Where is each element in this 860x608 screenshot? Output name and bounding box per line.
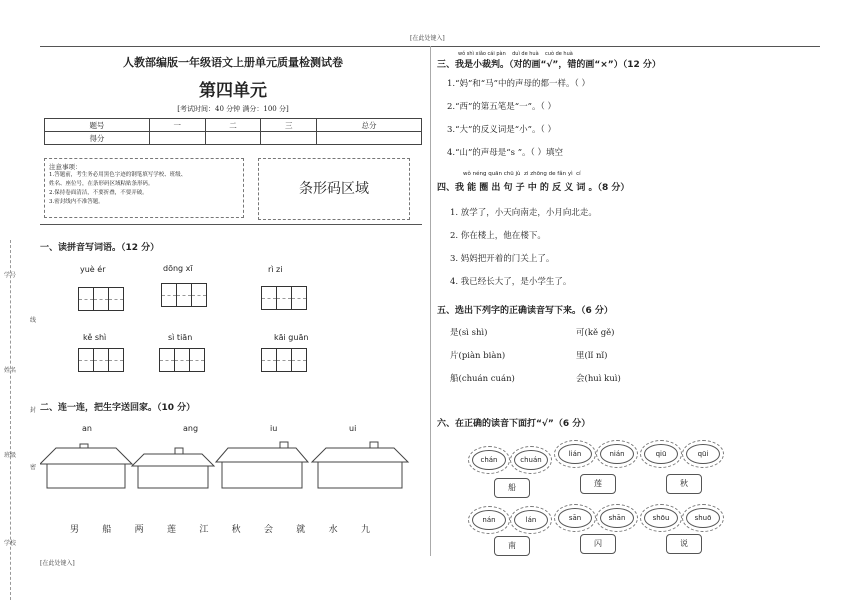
score-input-cell[interactable]: [205, 132, 261, 145]
side-label-name: 姓名: [4, 367, 17, 374]
section3-item: 3.“大”的反义词是“小”。（ ）: [447, 125, 556, 135]
pinyin-label: yuè ér: [80, 265, 106, 274]
score-cell: 题号: [45, 119, 150, 132]
section4-item: 3. 妈妈把开着的门关上了。: [450, 254, 555, 264]
notice-line: 2.保持卷面清洁，不要折叠，不要弄破。: [49, 190, 148, 196]
reading-option: 里(lǐ nǐ): [576, 351, 608, 361]
pinyin-label: kāi guān: [274, 333, 309, 342]
footer-note: [在此处键入]: [40, 560, 75, 567]
side-label-school: 学校: [4, 540, 17, 547]
writing-grid[interactable]: [78, 287, 124, 311]
pinyin-option[interactable]: qūi: [686, 444, 720, 464]
character-pot: 船: [494, 478, 530, 498]
section4-item: 4. 我已经长大了，是小学生了。: [450, 277, 572, 287]
pinyin-option[interactable]: lián: [558, 444, 592, 464]
pinyin-option[interactable]: nián: [600, 444, 634, 464]
exam-title: 人教部编版一年级语文上册单元质量检测试卷: [123, 56, 343, 69]
character-row: [70, 522, 370, 535]
flower-group: [638, 500, 728, 560]
score-table-score-row: [45, 132, 422, 145]
house-pinyin: iu: [270, 424, 278, 433]
score-input-cell[interactable]: [261, 132, 317, 145]
barcode-area: 条形码区域: [258, 158, 410, 220]
score-cell: 一: [149, 119, 205, 132]
notice-box: [44, 158, 244, 218]
writing-grid[interactable]: [261, 348, 307, 372]
score-input-cell[interactable]: [317, 132, 422, 145]
pinyin-option[interactable]: shān: [600, 508, 634, 528]
character[interactable]: 秋: [231, 525, 241, 535]
header-note: [在此处键入]: [410, 35, 445, 42]
section4-item: 1. 放学了，小天向南走，小月向北走。: [450, 208, 597, 218]
houses-drawing: [40, 434, 415, 494]
section-rule: [40, 224, 422, 225]
character[interactable]: 水: [328, 525, 338, 535]
notice-title: 注意事项：: [49, 163, 82, 171]
section3-pinyin: wǒ shì xiǎo cái pàn duì de huà cuò de huà: [458, 51, 573, 57]
pinyin-option[interactable]: shōu: [644, 508, 678, 528]
section6-title: 六、在正确的读音下面打“√”（6 分）: [437, 419, 591, 429]
score-input-cell[interactable]: [149, 132, 205, 145]
pinyin-option[interactable]: chuán: [514, 450, 548, 470]
flower-group: [466, 440, 556, 500]
section4-item: 2. 你在楼上，他在楼下。: [450, 231, 546, 241]
unit-title: 第四单元: [199, 81, 267, 101]
character[interactable]: 会: [263, 525, 273, 535]
pinyin-label: sì tiān: [168, 333, 193, 342]
section1-title: 一、读拼音写词语。（12 分）: [40, 243, 160, 253]
notice-line: 姓名、座位号，在条形码区域粘贴条形码。: [49, 181, 154, 187]
house-icon: [40, 444, 132, 488]
house-icon: [216, 442, 308, 488]
score-cell: 总分: [317, 119, 422, 132]
flower-group: [552, 500, 642, 560]
reading-option: 是(sì shì): [450, 328, 488, 338]
side-label-seal: 封: [30, 407, 37, 414]
side-label-secret: 密: [30, 464, 37, 471]
character[interactable]: 男: [70, 525, 80, 535]
character[interactable]: 九: [360, 525, 370, 535]
writing-grid[interactable]: [78, 348, 124, 372]
writing-grid[interactable]: [261, 286, 307, 310]
character-pot: 莲: [580, 474, 616, 494]
score-cell: 三: [261, 119, 317, 132]
flower-group: [552, 436, 642, 496]
pinyin-option[interactable]: sān: [558, 508, 592, 528]
house-icon: [312, 442, 408, 488]
character[interactable]: 就: [296, 525, 306, 535]
score-cell: 二: [205, 119, 261, 132]
house-pinyin: an: [82, 424, 92, 433]
section3-item: 1.“妈”和“马”中的声母的都一样。（ ）: [447, 79, 590, 89]
pinyin-option[interactable]: lán: [514, 510, 548, 530]
pinyin-option[interactable]: shuō: [686, 508, 720, 528]
side-label-line: 线: [30, 317, 37, 324]
side-label-student-id: 学号: [4, 272, 17, 279]
reading-option: 船(chuán cuán): [450, 374, 515, 384]
score-table: [44, 118, 422, 145]
character-pot: 闪: [580, 534, 616, 554]
character[interactable]: 江: [199, 525, 209, 535]
character[interactable]: 两: [134, 525, 144, 535]
flower-group: [466, 502, 556, 562]
pinyin-option[interactable]: qiū: [644, 444, 678, 464]
pinyin-label: kě shì: [83, 333, 107, 342]
section5-title: 五、选出下列字的正确读音写下来。（6 分）: [437, 306, 613, 316]
house-icon: [132, 448, 214, 488]
side-label-class: 班级: [4, 452, 17, 459]
reading-option: 可(kě gě): [576, 328, 615, 338]
character[interactable]: 船: [102, 525, 112, 535]
section3-title: 三、我是小裁判。（对的画“√”，错的画“×”）（12 分）: [437, 60, 661, 70]
house-pinyin: ui: [349, 424, 357, 433]
writing-grid[interactable]: [161, 283, 207, 307]
pinyin-label: rì zi: [268, 265, 283, 274]
character-pot: 秋: [666, 474, 702, 494]
section4-pinyin: wǒ néng quān chū jù zi zhōng de fǎn yì cí: [463, 171, 581, 177]
character-pot: 南: [494, 536, 530, 556]
writing-grid[interactable]: [159, 348, 205, 372]
notice-line: 3.密封线内不准答题。: [49, 199, 104, 205]
notice-line: 1.答题前，考生务必用黑色字迹的钢笔填写学校、班级、: [49, 172, 187, 178]
flower-group: [638, 436, 728, 496]
reading-option: 会(huì kuì): [576, 374, 621, 384]
pinyin-option[interactable]: nán: [472, 510, 506, 530]
score-cell: 得分: [45, 132, 150, 145]
character[interactable]: 莲: [166, 525, 176, 535]
section4-title: 四、我 能 圈 出 句 子 中 的 反 义 词 。（8 分）: [437, 183, 630, 193]
section3-item: 2.“西”的第五笔是“一”。（ ）: [447, 102, 556, 112]
pinyin-option[interactable]: chán: [472, 450, 506, 470]
column-divider: [430, 46, 431, 556]
character-pot: 说: [666, 534, 702, 554]
house-pinyin: ang: [183, 424, 199, 433]
reading-option: 片(piàn biàn): [450, 351, 506, 361]
score-table-header-row: [45, 119, 422, 132]
exam-info: [考试时间：40 分钟 满分：100 分]: [177, 105, 289, 113]
section3-item: 4.“山”的声母是“s ”。（ ）填空: [447, 148, 564, 158]
pinyin-label: dōng xī: [163, 264, 193, 273]
section2-title: 二、连一连，把生字送回家。（10 分）: [40, 403, 196, 413]
